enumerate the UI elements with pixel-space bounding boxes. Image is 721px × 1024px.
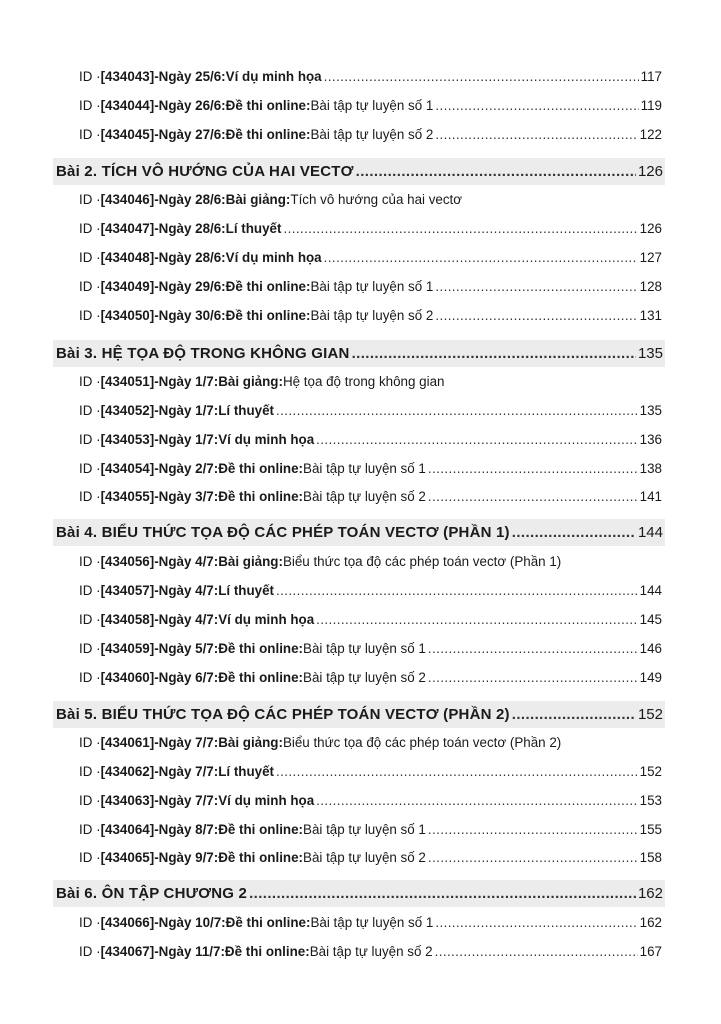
section-heading[interactable]: [53, 880, 665, 907]
entry-description: Bài tập tự luyện số 2: [303, 670, 426, 685]
entry-id-code: [434062]: [100, 764, 155, 779]
entry-description: Hệ tọa độ trong không gian: [282, 374, 445, 389]
toc-entry[interactable]: [79, 189, 662, 211]
entry-page-number: 158: [639, 850, 662, 865]
entry-prefix: ID ·: [79, 915, 101, 930]
entry-id-code: [434067]: [100, 944, 155, 959]
entry-prefix: ID ·: [79, 432, 101, 447]
entry-date: Ngày 4/7:: [158, 554, 219, 569]
section-page-number: 126: [637, 163, 663, 180]
entry-description: Bài tập tự luyện số 1: [310, 98, 434, 113]
dot-leader: [428, 819, 638, 841]
toc-entry[interactable]: [79, 124, 662, 146]
toc-entry[interactable]: [79, 551, 662, 573]
entry-separator: -: [154, 403, 159, 418]
entry-page-number: 153: [639, 793, 662, 808]
entry-id-code: [434048]: [100, 250, 155, 265]
toc-entry[interactable]: [79, 218, 662, 240]
entry-id-code: [434052]: [100, 403, 155, 418]
entry-date: Ngày 1/7:: [158, 403, 219, 418]
entry-separator: -: [154, 250, 159, 265]
entry-date: Ngày 8/7:: [158, 822, 219, 837]
entry-page-number: 149: [639, 670, 662, 685]
entry-date: Ngày 28/6:: [158, 221, 226, 236]
entry-type: Đề thi online:: [218, 670, 304, 685]
entry-id-code: [434044]: [100, 98, 155, 113]
entry-description: Tích vô hướng của hai vectơ: [290, 192, 463, 207]
section-heading[interactable]: [53, 701, 665, 728]
entry-type: Bài giảng:: [218, 554, 283, 569]
entry-page-number: 141: [639, 489, 662, 504]
dot-leader: [428, 667, 638, 689]
toc-entry[interactable]: [79, 305, 662, 327]
entry-date: Ngày 7/7:: [158, 764, 219, 779]
entry-page-number: 119: [640, 98, 662, 113]
entry-separator: -: [154, 279, 159, 294]
section-title: Bài 4. BIỂU THỨC TỌA ĐỘ CÁC PHÉP TOÁN VECTƠ (PHẦN 1): [56, 524, 510, 541]
entry-prefix: ID ·: [79, 641, 101, 656]
entry-date: Ngày 5/7:: [158, 641, 219, 656]
dot-leader: [276, 400, 638, 422]
section-title: Bài 5. BIỂU THỨC TỌA ĐỘ CÁC PHÉP TOÁN VECTƠ (PHẦN 2): [56, 706, 510, 723]
dot-leader: [435, 941, 638, 963]
entry-page-number: 167: [639, 944, 662, 959]
entry-type: Ví dụ minh họa: [225, 69, 322, 84]
toc-entry[interactable]: [79, 638, 662, 660]
toc-entry[interactable]: [79, 761, 662, 783]
toc-entry[interactable]: [79, 847, 662, 869]
dot-leader: [316, 429, 637, 451]
toc-entry[interactable]: [79, 667, 662, 689]
entry-page-number: 128: [639, 279, 662, 294]
entry-prefix: ID ·: [79, 822, 101, 837]
entry-prefix: ID ·: [79, 850, 101, 865]
entry-separator: -: [154, 735, 159, 750]
toc-entry[interactable]: [79, 95, 662, 117]
entry-separator: -: [154, 612, 159, 627]
entry-date: Ngày 7/7:: [158, 735, 219, 750]
entry-prefix: ID ·: [79, 308, 101, 323]
dot-leader: [435, 305, 637, 327]
entry-prefix: ID ·: [79, 793, 101, 808]
dot-leader: [512, 701, 636, 728]
dot-leader: [435, 912, 637, 934]
toc-entry[interactable]: [79, 458, 662, 480]
entry-id-code: [434049]: [100, 279, 155, 294]
dot-leader: [276, 761, 638, 783]
entry-type: Ví dụ minh họa: [218, 432, 315, 447]
entry-description: Bài tập tự luyện số 2: [303, 489, 426, 504]
entry-page-number: 162: [639, 915, 662, 930]
dot-leader: [276, 580, 638, 602]
entry-id-code: [434061]: [100, 735, 155, 750]
entry-page-number: 138: [639, 461, 662, 476]
entry-type: Lí thuyết: [218, 764, 274, 779]
entry-type: Bài giảng:: [218, 374, 283, 389]
dot-leader: [249, 880, 636, 907]
entry-prefix: ID ·: [79, 489, 101, 504]
entry-page-number: 126: [639, 221, 662, 236]
entry-separator: -: [154, 374, 159, 389]
entry-description: Bài tập tự luyện số 2: [303, 850, 426, 865]
entry-type: Đề thi online:: [225, 308, 311, 323]
entry-prefix: ID ·: [79, 403, 101, 418]
dot-leader: [428, 638, 638, 660]
entry-date: Ngày 1/7:: [158, 374, 219, 389]
entry-date: Ngày 9/7:: [158, 850, 219, 865]
entry-date: Ngày 10/7:: [158, 915, 226, 930]
entry-page-number: 146: [639, 641, 662, 656]
entry-page-number: 117: [640, 69, 662, 84]
toc-entry[interactable]: [79, 732, 662, 754]
entry-id-code: [434047]: [100, 221, 155, 236]
entry-date: Ngày 28/6:: [158, 192, 226, 207]
entry-page-number: 135: [639, 403, 662, 418]
entry-prefix: ID ·: [79, 612, 101, 627]
entry-id-code: [434058]: [100, 612, 155, 627]
entry-description: Bài tập tự luyện số 2: [309, 944, 433, 959]
entry-date: Ngày 29/6:: [158, 279, 226, 294]
entry-prefix: ID ·: [79, 583, 101, 598]
dot-leader: [352, 340, 636, 367]
entry-id-code: [434055]: [100, 489, 155, 504]
toc-entry[interactable]: [79, 486, 662, 508]
entry-description: Biểu thức tọa độ các phép toán vectơ (Phần 1): [282, 554, 562, 569]
entry-separator: -: [154, 850, 159, 865]
entry-prefix: ID ·: [79, 69, 101, 84]
entry-type: Đề thi online:: [225, 98, 311, 113]
entry-type: Lí thuyết: [218, 403, 274, 418]
entry-id-code: [434060]: [100, 670, 155, 685]
entry-type: Ví dụ minh họa: [218, 612, 315, 627]
section-title: Bài 6. ÔN TẬP CHƯƠNG 2: [56, 885, 248, 902]
entry-separator: -: [154, 670, 159, 685]
entry-date: Ngày 1/7:: [158, 432, 219, 447]
entry-separator: -: [154, 944, 159, 959]
entry-prefix: ID ·: [79, 374, 101, 389]
entry-separator: -: [154, 822, 159, 837]
entry-prefix: ID ·: [79, 944, 101, 959]
entry-separator: -: [154, 915, 159, 930]
dot-leader: [512, 519, 636, 546]
entry-id-code: [434053]: [100, 432, 155, 447]
entry-separator: -: [154, 432, 159, 447]
entry-description: Bài tập tự luyện số 2: [310, 127, 434, 142]
dot-leader: [435, 95, 638, 117]
entry-prefix: ID ·: [79, 127, 101, 142]
entry-separator: -: [154, 308, 159, 323]
entry-date: Ngày 3/7:: [158, 489, 219, 504]
entry-date: Ngày 6/7:: [158, 670, 219, 685]
entry-type: Đề thi online:: [225, 915, 311, 930]
entry-description: Bài tập tự luyện số 1: [303, 822, 426, 837]
entry-date: Ngày 30/6:: [158, 308, 226, 323]
entry-page-number: 155: [639, 822, 662, 837]
entry-id-code: [434064]: [100, 822, 155, 837]
entry-date: Ngày 28/6:: [158, 250, 226, 265]
entry-separator: -: [154, 793, 159, 808]
entry-page-number: 127: [639, 250, 662, 265]
entry-id-code: [434059]: [100, 641, 155, 656]
entry-prefix: ID ·: [79, 764, 101, 779]
toc-entry[interactable]: [79, 609, 662, 631]
dot-leader: [356, 158, 636, 185]
entry-type: Lí thuyết: [218, 583, 274, 598]
entry-id-code: [434054]: [100, 461, 155, 476]
entry-prefix: ID ·: [79, 221, 101, 236]
toc-entry[interactable]: [79, 429, 662, 451]
dot-leader: [316, 609, 637, 631]
toc-entry[interactable]: [79, 66, 662, 88]
entry-id-code: [434065]: [100, 850, 155, 865]
entry-type: Đề thi online:: [218, 850, 304, 865]
entry-separator: -: [154, 461, 159, 476]
entry-separator: -: [154, 764, 159, 779]
entry-date: Ngày 25/6:: [158, 69, 226, 84]
entry-id-code: [434046]: [100, 192, 155, 207]
entry-id-code: [434066]: [100, 915, 155, 930]
entry-description: Bài tập tự luyện số 1: [303, 461, 426, 476]
entry-id-code: [434050]: [100, 308, 155, 323]
entry-id-code: [434043]: [100, 69, 155, 84]
dot-leader: [428, 486, 638, 508]
dot-leader: [324, 247, 638, 269]
entry-prefix: ID ·: [79, 192, 101, 207]
entry-page-number: 131: [639, 308, 662, 323]
section-title: Bài 3. HỆ TỌA ĐỘ TRONG KHÔNG GIAN: [56, 345, 350, 362]
dot-leader: [283, 218, 637, 240]
entry-description: Bài tập tự luyện số 1: [310, 279, 434, 294]
entry-separator: -: [154, 641, 159, 656]
entry-description: Bài tập tự luyện số 1: [303, 641, 426, 656]
entry-page-number: 144: [639, 583, 662, 598]
entry-page-number: 152: [639, 764, 662, 779]
entry-id-code: [434063]: [100, 793, 155, 808]
entry-type: Đề thi online:: [225, 127, 311, 142]
section-heading[interactable]: [53, 340, 665, 367]
entry-prefix: ID ·: [79, 670, 101, 685]
entry-prefix: ID ·: [79, 250, 101, 265]
entry-type: Bài giảng:: [225, 192, 291, 207]
entry-type: Đề thi online:: [218, 489, 304, 504]
entry-separator: -: [154, 554, 159, 569]
toc-entry[interactable]: [79, 247, 662, 269]
toc-entry[interactable]: [79, 400, 662, 422]
entry-separator: -: [154, 583, 159, 598]
entry-separator: -: [154, 98, 159, 113]
section-title: Bài 2. TÍCH VÔ HƯỚNG CỦA HAI VECTƠ: [56, 163, 354, 180]
dot-leader: [316, 790, 637, 812]
section-heading[interactable]: [53, 158, 665, 185]
toc-entry[interactable]: [79, 790, 662, 812]
entry-prefix: ID ·: [79, 554, 101, 569]
entry-description: Bài tập tự luyện số 2: [310, 308, 434, 323]
toc-entry[interactable]: [79, 276, 662, 298]
entry-description: Biểu thức tọa độ các phép toán vectơ (Phần 2): [282, 735, 562, 750]
entry-page-number: 122: [639, 127, 662, 142]
entry-separator: -: [154, 221, 159, 236]
toc-entry[interactable]: [79, 580, 662, 602]
entry-description: Bài tập tự luyện số 1: [310, 915, 434, 930]
entry-date: Ngày 4/7:: [158, 612, 219, 627]
entry-separator: -: [154, 192, 159, 207]
entry-type: Đề thi online:: [218, 461, 304, 476]
entry-date: Ngày 26/6:: [158, 98, 226, 113]
toc-entry[interactable]: [79, 912, 662, 934]
entry-prefix: ID ·: [79, 735, 101, 750]
entry-type: Đề thi online:: [218, 822, 304, 837]
entry-type: Bài giảng:: [218, 735, 283, 750]
entry-type: Đề thi online:: [224, 944, 310, 959]
entry-separator: -: [154, 489, 159, 504]
toc-entry[interactable]: [79, 819, 662, 841]
entry-id-code: [434045]: [100, 127, 155, 142]
section-page-number: 162: [637, 885, 663, 902]
entry-date: Ngày 11/7:: [158, 944, 225, 959]
toc-entry[interactable]: [79, 941, 662, 963]
entry-date: Ngày 7/7:: [158, 793, 219, 808]
entry-type: Lí thuyết: [225, 221, 282, 236]
entry-type: Ví dụ minh họa: [225, 250, 322, 265]
entry-date: Ngày 27/6:: [158, 127, 226, 142]
entry-type: Đề thi online:: [225, 279, 311, 294]
entry-separator: -: [154, 69, 159, 84]
entry-id-code: [434051]: [100, 374, 155, 389]
dot-leader: [435, 124, 637, 146]
toc-entry[interactable]: [79, 371, 662, 393]
dot-leader: [428, 847, 638, 869]
entry-id-code: [434056]: [100, 554, 155, 569]
section-page-number: 144: [637, 524, 663, 541]
entry-date: Ngày 2/7:: [158, 461, 219, 476]
section-page-number: 135: [637, 345, 663, 362]
dot-leader: [428, 458, 638, 480]
dot-leader: [324, 66, 639, 88]
dot-leader: [435, 276, 637, 298]
section-heading[interactable]: [53, 519, 665, 546]
entry-page-number: 145: [639, 612, 662, 627]
entry-type: Ví dụ minh họa: [218, 793, 315, 808]
entry-id-code: [434057]: [100, 583, 155, 598]
entry-prefix: ID ·: [79, 279, 101, 294]
section-page-number: 152: [637, 706, 663, 723]
entry-date: Ngày 4/7:: [158, 583, 219, 598]
entry-type: Đề thi online:: [218, 641, 304, 656]
entry-page-number: 136: [639, 432, 662, 447]
entry-prefix: ID ·: [79, 98, 101, 113]
entry-separator: -: [154, 127, 159, 142]
entry-prefix: ID ·: [79, 461, 101, 476]
